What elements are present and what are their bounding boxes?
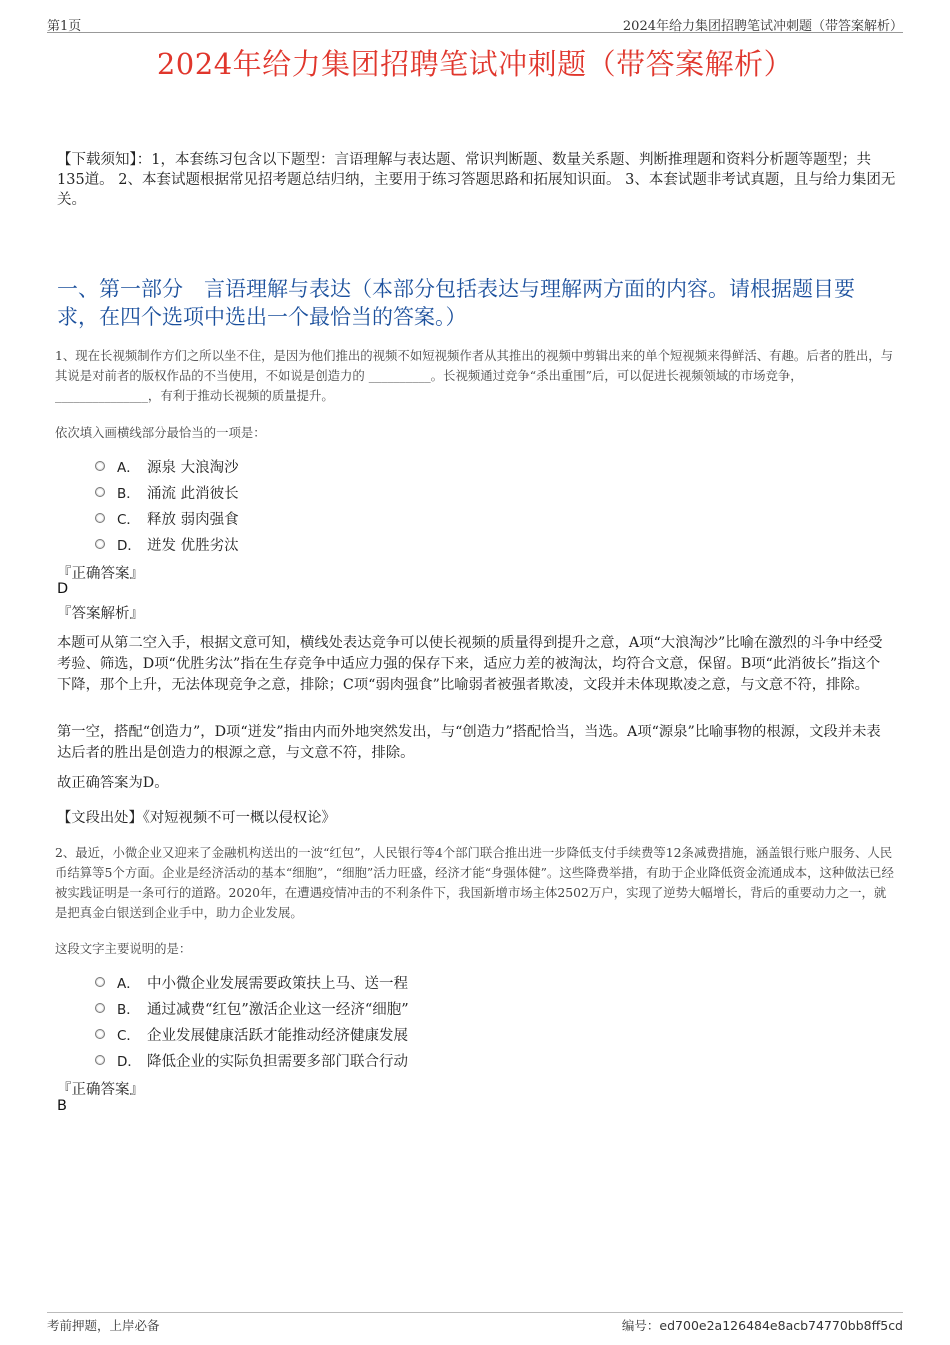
source-citation: 【文段出处】《对短视频不可一概以侵权论》 — [57, 810, 336, 826]
analysis-paragraph: 本题可从第二空入手，根据文意可知，横线处表达竞争可以使长视频的质量得到提升之意，A项“大浪淘沙”比喻在激烈的斗争中经受考验、筛选，D项“优胜劣汰”指在生存竞争中适应力强的保存下来，适应力差的被淘汰，均符合文意，保留。B项“此消彼长”指这个下降，那个上升，无法体现竞争之意，排除；C项“弱肉强食”比喻弱者被强者欺凌，文段并未体现欺凌之意，与文意不符，排除。 — [57, 635, 883, 693]
page-footer — [47, 1312, 903, 1333]
analysis-label: 『答案解析』 — [57, 606, 144, 622]
footer-code: 编号：ed700e2a126484e8acb74770bb8ff5cd — [621, 1318, 903, 1333]
question-1-prompt: 依次填入画横线部分最恰当的一项是： — [55, 425, 266, 440]
answer-label: 『正确答案』 — [57, 566, 144, 582]
option-b[interactable]: B． 通过减费“红包”激活企业这一经济“细胞” — [95, 995, 409, 1021]
option-b[interactable]: B． 涌流 此消彼长 — [95, 479, 239, 505]
question-2-options — [95, 969, 409, 1073]
question-1-text: 1、现在长视频制作方们之所以坐不住，是因为他们推出的视频不如短视频作者从其推出的视频中剪辑出来的单个短视频来得鲜活、有趣。后者的胜出，与其说是对前者的版权作品的不当使用，不如说是创造力的 __________。长视频通过竞争“杀出重围”后，可以促进长视频领域的市场竞争， _______________，有利于推动长视频的质量提升。 — [55, 348, 894, 403]
analysis-conclusion: 故正确答案为D。 — [57, 775, 169, 791]
radio-icon[interactable] — [95, 977, 105, 987]
radio-icon[interactable] — [95, 539, 105, 549]
radio-icon[interactable] — [95, 1003, 105, 1013]
option-a[interactable]: A． 源泉 大浪淘沙 — [95, 453, 239, 479]
page-number: 第1页 — [47, 19, 82, 34]
option-c[interactable]: C． 企业发展健康活跃才能推动经济健康发展 — [95, 1021, 409, 1047]
option-a[interactable]: A． 中小微企业发展需要政策扶上马、送一程 — [95, 969, 409, 995]
footer-slogan: 考前押题，上岸必备 — [47, 1318, 160, 1333]
answer-label: 『正确答案』 — [57, 1082, 144, 1098]
radio-icon[interactable] — [95, 513, 105, 523]
question-2-prompt: 这段文字主要说明的是： — [55, 941, 192, 956]
correct-answer: B — [57, 1098, 67, 1114]
radio-icon[interactable] — [95, 461, 105, 471]
question-1-options — [95, 453, 239, 557]
header-doc-title: 2024年给力集团招聘笔试冲刺题（带答案解析） — [622, 19, 903, 34]
correct-answer: D — [57, 581, 69, 597]
option-c[interactable]: C． 释放 弱肉强食 — [95, 505, 239, 531]
radio-icon[interactable] — [95, 1055, 105, 1065]
section-heading: 一、第一部分 言语理解与表达（本部分包括表达与理解两方面的内容。请根据题目要求，在四个选项中选出一个最恰当的答案。） — [57, 277, 855, 329]
analysis-paragraph: 第一空，搭配“创造力”，D项“迸发”指由内而外地突然发出，与“创造力”搭配恰当，当选。A项“源泉”比喻事物的根源，文段并未表达后者的胜出是创造力的根源之意，与文意不符，排除。 — [57, 724, 881, 761]
option-d[interactable]: D． 迸发 优胜劣汰 — [95, 531, 239, 557]
page-header — [47, 14, 903, 33]
option-d[interactable]: D． 降低企业的实际负担需要多部门联合行动 — [95, 1047, 409, 1073]
download-notice: 【下载须知】：1，本套练习包含以下题型：言语理解与表达题、常识判断题、数量关系题、判断推理题和资料分析题等题型；共135道。 2、本套试题根据常见招考题总结归纳，主要用于练习答题思路和拓展知识面。 3、本套试题非考试真题，且与给力集团无关。 — [57, 152, 896, 208]
question-2-text: 2、最近，小微企业又迎来了金融机构送出的一波“红包”，人民银行等4个部门联合推出进一步降低支付手续费等12条减费措施，涵盖银行账户服务、人民币结算等5个方面。企业是经济活动的基本“细胞”，“细胞”活力旺盛，经济才能“身强体健”。这些降费举措，有助于企业降低资金流通成本，这种做法已经被实践证明是一条可行的道路。2020年，在遭遇疫情冲击的不利条件下，我国新增市场主体2502万户，实现了逆势大幅增长，背后的重要动力之一，就是把真金白银送到企业手中，助力企业发展。 — [55, 845, 894, 920]
radio-icon[interactable] — [95, 487, 105, 497]
page-title: 2024年给力集团招聘笔试冲刺题（带答案解析） — [156, 47, 794, 81]
radio-icon[interactable] — [95, 1029, 105, 1039]
